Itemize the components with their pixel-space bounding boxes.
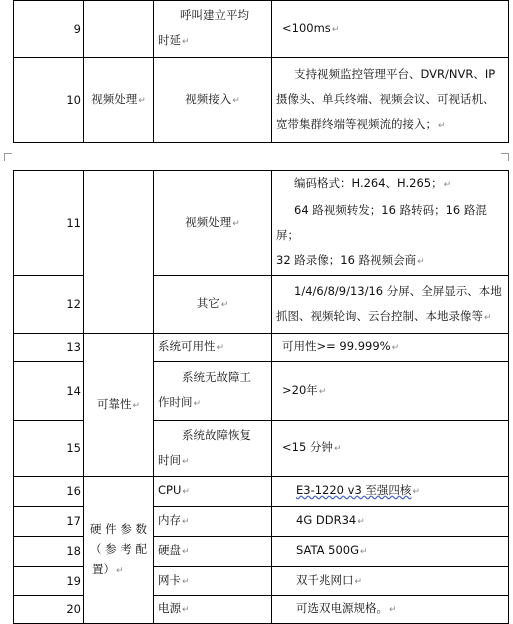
paragraph-mark: ↵ xyxy=(220,300,229,310)
table-row xyxy=(14,1,509,58)
paragraph-mark: ↵ xyxy=(182,517,190,527)
page-corner-mark xyxy=(501,153,509,161)
table-row xyxy=(14,477,509,507)
paragraph-mark: ↵ xyxy=(182,605,190,615)
value-cell: 1/4/6/8/9/13/16 分屏、全屏显示、本地 抓图、视频轮询、云台控制、本地录像等↵ xyxy=(272,276,509,334)
page-corner-mark xyxy=(4,153,12,161)
paragraph-mark: ↵ xyxy=(318,386,327,397)
value-cell: 编码格式：H.264、H.265；↵ 64 路视频转发；16 路转码；16 路混屏； 32 路录像；16 路视频会商↵ xyxy=(272,171,509,276)
paragraph-mark: ↵ xyxy=(331,24,340,35)
paragraph-mark: ↵ xyxy=(182,37,190,47)
paragraph-mark: ↵ xyxy=(360,547,368,557)
item-cell: 系统无故障工 作时间↵ xyxy=(154,362,272,421)
paragraph-mark: ↵ xyxy=(182,576,190,587)
spec-table-bottom xyxy=(13,170,509,624)
paragraph-mark: ↵ xyxy=(333,444,342,454)
paragraph-mark: ↵ xyxy=(417,257,425,267)
paragraph-mark: ↵ xyxy=(193,399,202,409)
item-cell: 硬盘↵ xyxy=(154,537,272,567)
item-cell: 呼叫建立平均 时延↵ xyxy=(154,1,272,58)
page-break xyxy=(0,143,513,165)
row-number: 18 xyxy=(14,537,84,567)
row-number: 9 xyxy=(14,1,84,58)
value-cell: SATA 500G↵ xyxy=(272,537,509,567)
row-number: 19 xyxy=(14,567,84,596)
value-cell: 支持视频监控管理平台、DVR/NVR、IP 摄像头、单兵终端、视频会议、可视话机、 宽带集群终端等视频流的接入；↵ xyxy=(272,58,509,143)
table-row xyxy=(14,58,509,143)
paragraph-mark: ↵ xyxy=(484,312,492,323)
paragraph-mark: ↵ xyxy=(182,487,190,497)
paragraph-mark: ↵ xyxy=(389,605,397,615)
value-cell: >20年↵ xyxy=(272,362,509,421)
row-number: 20 xyxy=(14,596,84,624)
paragraph-mark: ↵ xyxy=(232,95,240,106)
value-cell: 可选双电源规格。↵ xyxy=(272,596,509,624)
item-cell: 视频接入↵ xyxy=(154,58,272,143)
row-number: 12 xyxy=(14,276,84,334)
paragraph-mark: ↵ xyxy=(438,120,446,131)
value-cell: 双千兆网口↵ xyxy=(272,567,509,596)
item-cell: 网卡↵ xyxy=(154,567,272,596)
paragraph-mark: ↵ xyxy=(354,576,363,587)
paragraph-mark: ↵ xyxy=(412,487,420,497)
table-row xyxy=(14,171,509,276)
value-cell: 4G DDR34↵ xyxy=(272,507,509,537)
paragraph-mark: ↵ xyxy=(182,456,190,467)
paragraph-mark: ↵ xyxy=(138,95,146,106)
row-number: 13 xyxy=(14,334,84,362)
row-number: 10 xyxy=(14,58,84,143)
spec-table-top xyxy=(13,0,509,143)
item-cell: 系统故障恢复 时间↵ xyxy=(154,421,272,477)
category-cell xyxy=(84,171,154,334)
paragraph-mark: ↵ xyxy=(391,343,400,353)
row-number: 14 xyxy=(14,362,84,421)
value-cell: <100ms↵ xyxy=(272,1,509,58)
value-cell: E3-1220 v3 至强四核↵ xyxy=(272,477,509,507)
row-number: 11 xyxy=(14,171,84,276)
value-cell: <15 分钟↵ xyxy=(272,421,509,477)
paragraph-mark: ↵ xyxy=(232,218,240,229)
item-cell: 其它↵ xyxy=(154,276,272,334)
paragraph-mark: ↵ xyxy=(116,566,124,576)
item-cell: 系统可用性↵ xyxy=(154,334,272,362)
paragraph-mark: ↵ xyxy=(182,547,190,557)
row-number: 16 xyxy=(14,477,84,507)
row-number: 15 xyxy=(14,421,84,477)
item-cell: 电源↵ xyxy=(154,596,272,624)
row-number: 17 xyxy=(14,507,84,537)
category-cell: 视频处理↵ xyxy=(84,58,154,143)
paragraph-mark: ↵ xyxy=(132,400,141,411)
category-cell-reliability: 可靠性↵ xyxy=(84,334,154,477)
paragraph-mark: ↵ xyxy=(216,343,225,353)
paragraph-mark: ↵ xyxy=(443,180,452,190)
item-cell: 内存↵ xyxy=(154,507,272,537)
table-row xyxy=(14,334,509,362)
category-cell xyxy=(84,1,154,58)
paragraph-mark: ↵ xyxy=(357,517,365,527)
item-cell: CPU↵ xyxy=(154,477,272,507)
value-cell: 可用性>= 99.999%↵ xyxy=(272,334,509,362)
category-cell-hardware: 硬 件 参 数 （ 参 考 配 置）↵ xyxy=(84,477,154,624)
item-cell: 视频处理↵ xyxy=(154,171,272,276)
